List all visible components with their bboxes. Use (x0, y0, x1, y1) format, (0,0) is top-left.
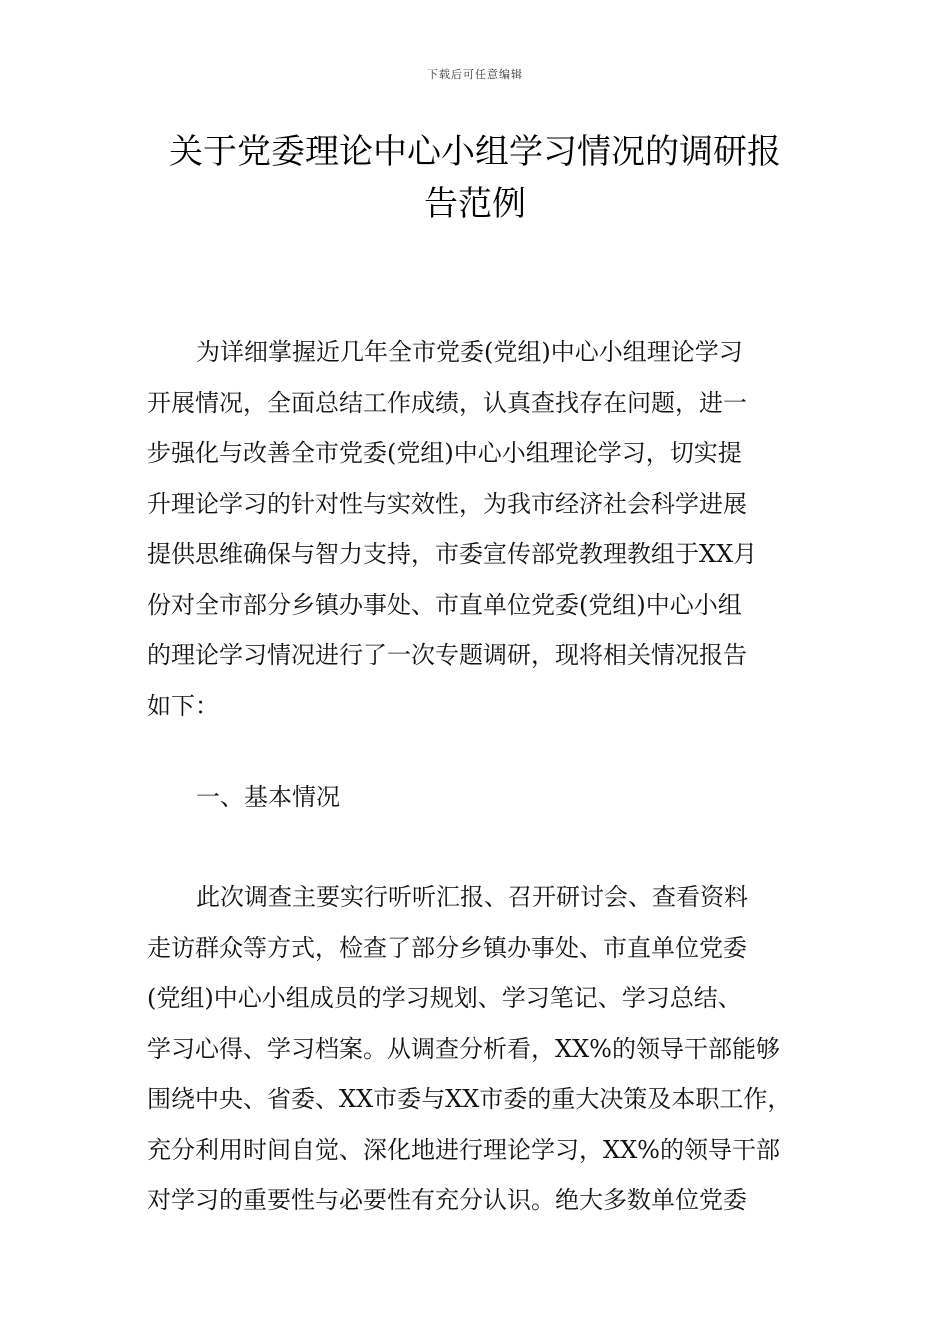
intro-paragraph (147, 327, 817, 731)
document-title (130, 126, 820, 230)
header-note: 下载后可任意编辑 (427, 68, 523, 81)
paragraph-line: 对学习的重要性与必要性有充分认识。绝大多数单位党委 (147, 1186, 747, 1214)
paragraph-line: 如下： (147, 691, 219, 720)
section-heading: 一、基本情况 (196, 783, 340, 811)
paragraph-line: 为详细掌握近几年全市党委(党组)中心小组理论学习 (196, 338, 743, 366)
paragraph-line: 提供思维确保与智力支持，市委宣传部党教理教组于XX月 (147, 540, 758, 568)
paragraph-line: 的理论学习情况进行了一次专题调研，现将相关情况报告 (147, 641, 747, 669)
paragraph-line: 份对全市部分乡镇办事处、市直单位党委(党组)中心小组 (147, 590, 742, 619)
paragraph-line: 围绕中央、省委、XX市委与XX市委的重大决策及本职工作， (147, 1085, 792, 1113)
paragraph-line: (党组)中心小组成员的学习规划、学习笔记、学习总结、 (147, 984, 742, 1012)
paragraph-line: 升理论学习的针对性与实效性，为我市经济社会科学进展 (147, 489, 747, 518)
title-line: 告范例 (424, 184, 526, 224)
paragraph-line: 走访群众等方式，检查了部分乡镇办事处、市直单位党委 (147, 933, 747, 962)
paragraph-line: 开展情况，全面总结工作成绩，认真查找存在问题，进一 (147, 388, 747, 417)
body-paragraph (147, 872, 817, 1226)
paragraph-line: 学习心得、学习档案。从调查分析看，XX%的领导干部能够 (147, 1034, 780, 1063)
paragraph-line: 此次调查主要实行听听汇报、召开研讨会、查看资料 (196, 883, 748, 911)
title-line: 关于党委理论中心小组学习情况的调研报 (169, 132, 781, 172)
paragraph-line: 充分利用时间自觉、深化地进行理论学习，XX%的领导干部 (147, 1135, 780, 1164)
paragraph-line: 步强化与改善全市党委(党组)中心小组理论学习，切实提 (147, 439, 742, 467)
